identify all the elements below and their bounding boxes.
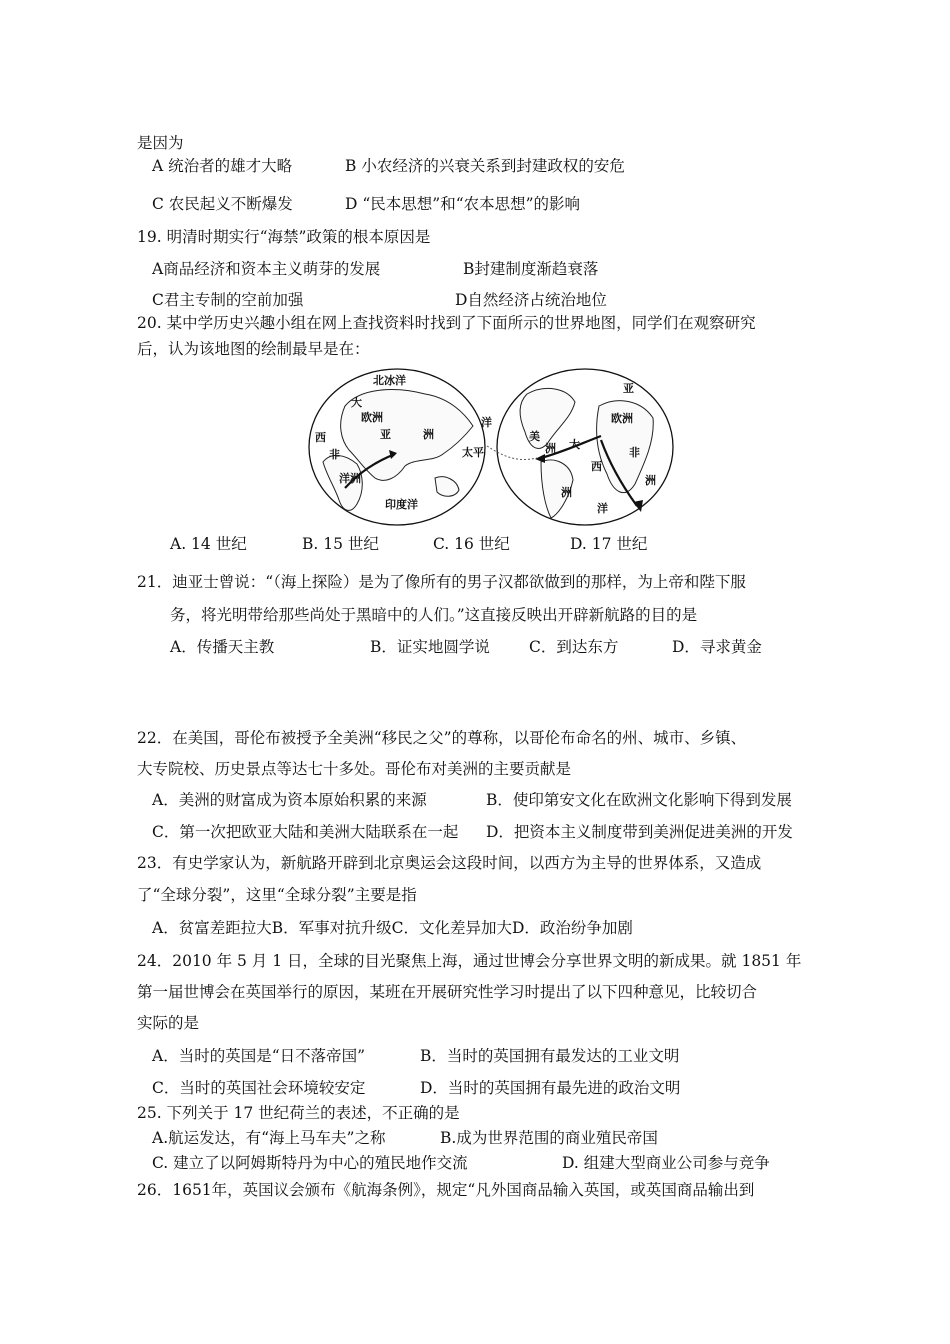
map-label: 洲 — [645, 474, 656, 487]
q24-option-d: D．当时的英国拥有最先进的政治文明 — [420, 1079, 681, 1097]
map-label: 大 — [351, 396, 362, 409]
q22-option-a: A．美洲的财富成为资本原始积累的来源 — [152, 791, 427, 809]
q19-option-c: C君主专制的空前加强 — [152, 291, 304, 309]
map-label: 亚 — [380, 428, 391, 441]
q24-option-b: B．当时的英国拥有最发达的工业文明 — [420, 1047, 680, 1065]
map-label: 非 — [629, 446, 640, 459]
q24-stem-line1: 24．2010 年 5 月 1 日，全球的目光聚焦上海，通过世博会分享世界文明的新成果。就 1851 年 — [137, 952, 802, 970]
q25-option-c: C. 建立了以阿姆斯特丹为中心的殖民地作交流 — [152, 1154, 468, 1172]
map-label: 洋 — [481, 416, 492, 429]
map-label: 印度洋 — [385, 498, 418, 511]
q21-option-d: D．寻求黄金 — [672, 638, 762, 656]
q18-option-c: C 农民起义不断爆发 — [152, 195, 293, 213]
q21-stem-line2: 务，将光明带给那些尚处于黑暗中的人们。”这直接反映出开辟新航路的目的是 — [170, 606, 698, 624]
q21-option-b: B．证实地圆学说 — [370, 638, 490, 656]
q22-option-c: C．第一次把欧亚大陆和美洲大陆联系在一起 — [152, 823, 459, 841]
map-label: 洲 — [423, 428, 434, 441]
map-label: 非 — [329, 448, 340, 461]
world-map-figure — [305, 366, 675, 528]
q25-stem: 25. 下列关于 17 世纪荷兰的表述，不正确的是 — [137, 1104, 460, 1122]
q20-option-a: A. 14 世纪 — [170, 535, 247, 553]
map-label: 洲 — [561, 486, 572, 499]
q23-stem-line1: 23．有史学家认为，新航路开辟到北京奥运会这段时间，以西方为主导的世界体系，又造成 — [137, 854, 762, 872]
q19-stem: 19. 明清时期实行“海禁”政策的根本原因是 — [137, 228, 431, 246]
australia-shape — [435, 477, 459, 497]
map-label: 洋洲 — [339, 472, 361, 485]
route-arrow-south — [633, 500, 643, 512]
map-label: 西 — [315, 431, 326, 444]
q19-option-b: B封建制度渐趋衰落 — [463, 260, 599, 278]
q23-stem-line2: 了“全球分裂”，这里“全球分裂”主要是指 — [137, 886, 417, 904]
map-label: 大 — [569, 438, 580, 451]
q21-option-a: A．传播天主教 — [170, 638, 275, 656]
q25-option-b: B.成为世界范围的商业殖民帝国 — [440, 1129, 658, 1147]
q18-stem-continued: 是因为 — [137, 134, 184, 152]
map-label: 北冰洋 — [373, 374, 406, 387]
q18-option-b: B 小农经济的兴衰关系到封建政权的安危 — [345, 157, 625, 175]
map-label: 欧洲 — [361, 411, 383, 424]
map-label: 太平 — [462, 446, 484, 459]
q20-option-c: C. 16 世纪 — [433, 535, 510, 553]
map-label: 美 — [529, 430, 540, 443]
q22-stem-line1: 22．在美国，哥伦布被授予全美洲“移民之父”的尊称，以哥伦布命名的州、城市、乡镇、 — [137, 729, 747, 747]
q22-stem-line2: 大专院校、历史景点等达七十多处。哥伦布对美洲的主要贡献是 — [137, 760, 572, 778]
q22-option-b: B．使印第安文化在欧洲文化影响下得到发展 — [486, 791, 792, 809]
q24-stem-line2: 第一届世博会在英国举行的原因，某班在开展研究性学习时提出了以下四种意见，比较切合 — [137, 983, 758, 1001]
q24-option-c: C．当时的英国社会环境较安定 — [152, 1079, 366, 1097]
map-label: 西 — [591, 460, 602, 473]
q24-stem-line3: 实际的是 — [137, 1014, 200, 1032]
q22-option-d: D．把资本主义制度带到美洲促进美洲的开发 — [486, 823, 793, 841]
q26-stem: 26．1651年，英国议会颁布《航海条例》，规定“凡外国商品输入英国，或英国商品输出到 — [137, 1181, 755, 1199]
q25-option-a: A.航运发达，有“海上马车夫”之称 — [152, 1129, 386, 1147]
map-label: 洋 — [597, 502, 608, 515]
map-label: 洲 — [545, 442, 556, 455]
q21-stem-line1: 21．迪亚士曾说：“（海上探险）是为了像所有的男子汉都欲做到的那样，为上帝和陛下服 — [137, 573, 746, 591]
q18-option-a: A 统治者的雄才大略 — [152, 157, 293, 175]
q23-options: A．贫富差距拉大B．军事对抗升级C．文化差异加大D．政治纷争加剧 — [152, 919, 633, 937]
q20-stem-line1: 20. 某中学历史兴趣小组在网上查找资料时找到了下面所示的世界地图，同学们在观察研究 — [137, 314, 756, 332]
q25-option-d: D. 组建大型商业公司参与竞争 — [562, 1154, 770, 1172]
route-pacific — [487, 446, 537, 460]
map-label: 欧洲 — [611, 412, 633, 425]
q20-stem-line2: 后，认为该地图的绘制最早是在： — [137, 340, 370, 358]
q18-option-d: D “民本思想”和“农本思想”的影响 — [345, 195, 581, 213]
q19-option-a: A商品经济和资本主义萌芽的发展 — [152, 260, 381, 278]
q20-option-b: B. 15 世纪 — [302, 535, 379, 553]
q20-option-d: D. 17 世纪 — [570, 535, 648, 553]
map-label: 亚 — [623, 382, 634, 395]
q24-option-a: A．当时的英国是“日不落帝国” — [152, 1047, 366, 1065]
q19-option-d: D自然经济占统治地位 — [455, 291, 607, 309]
q21-option-c: C．到达东方 — [529, 638, 619, 656]
